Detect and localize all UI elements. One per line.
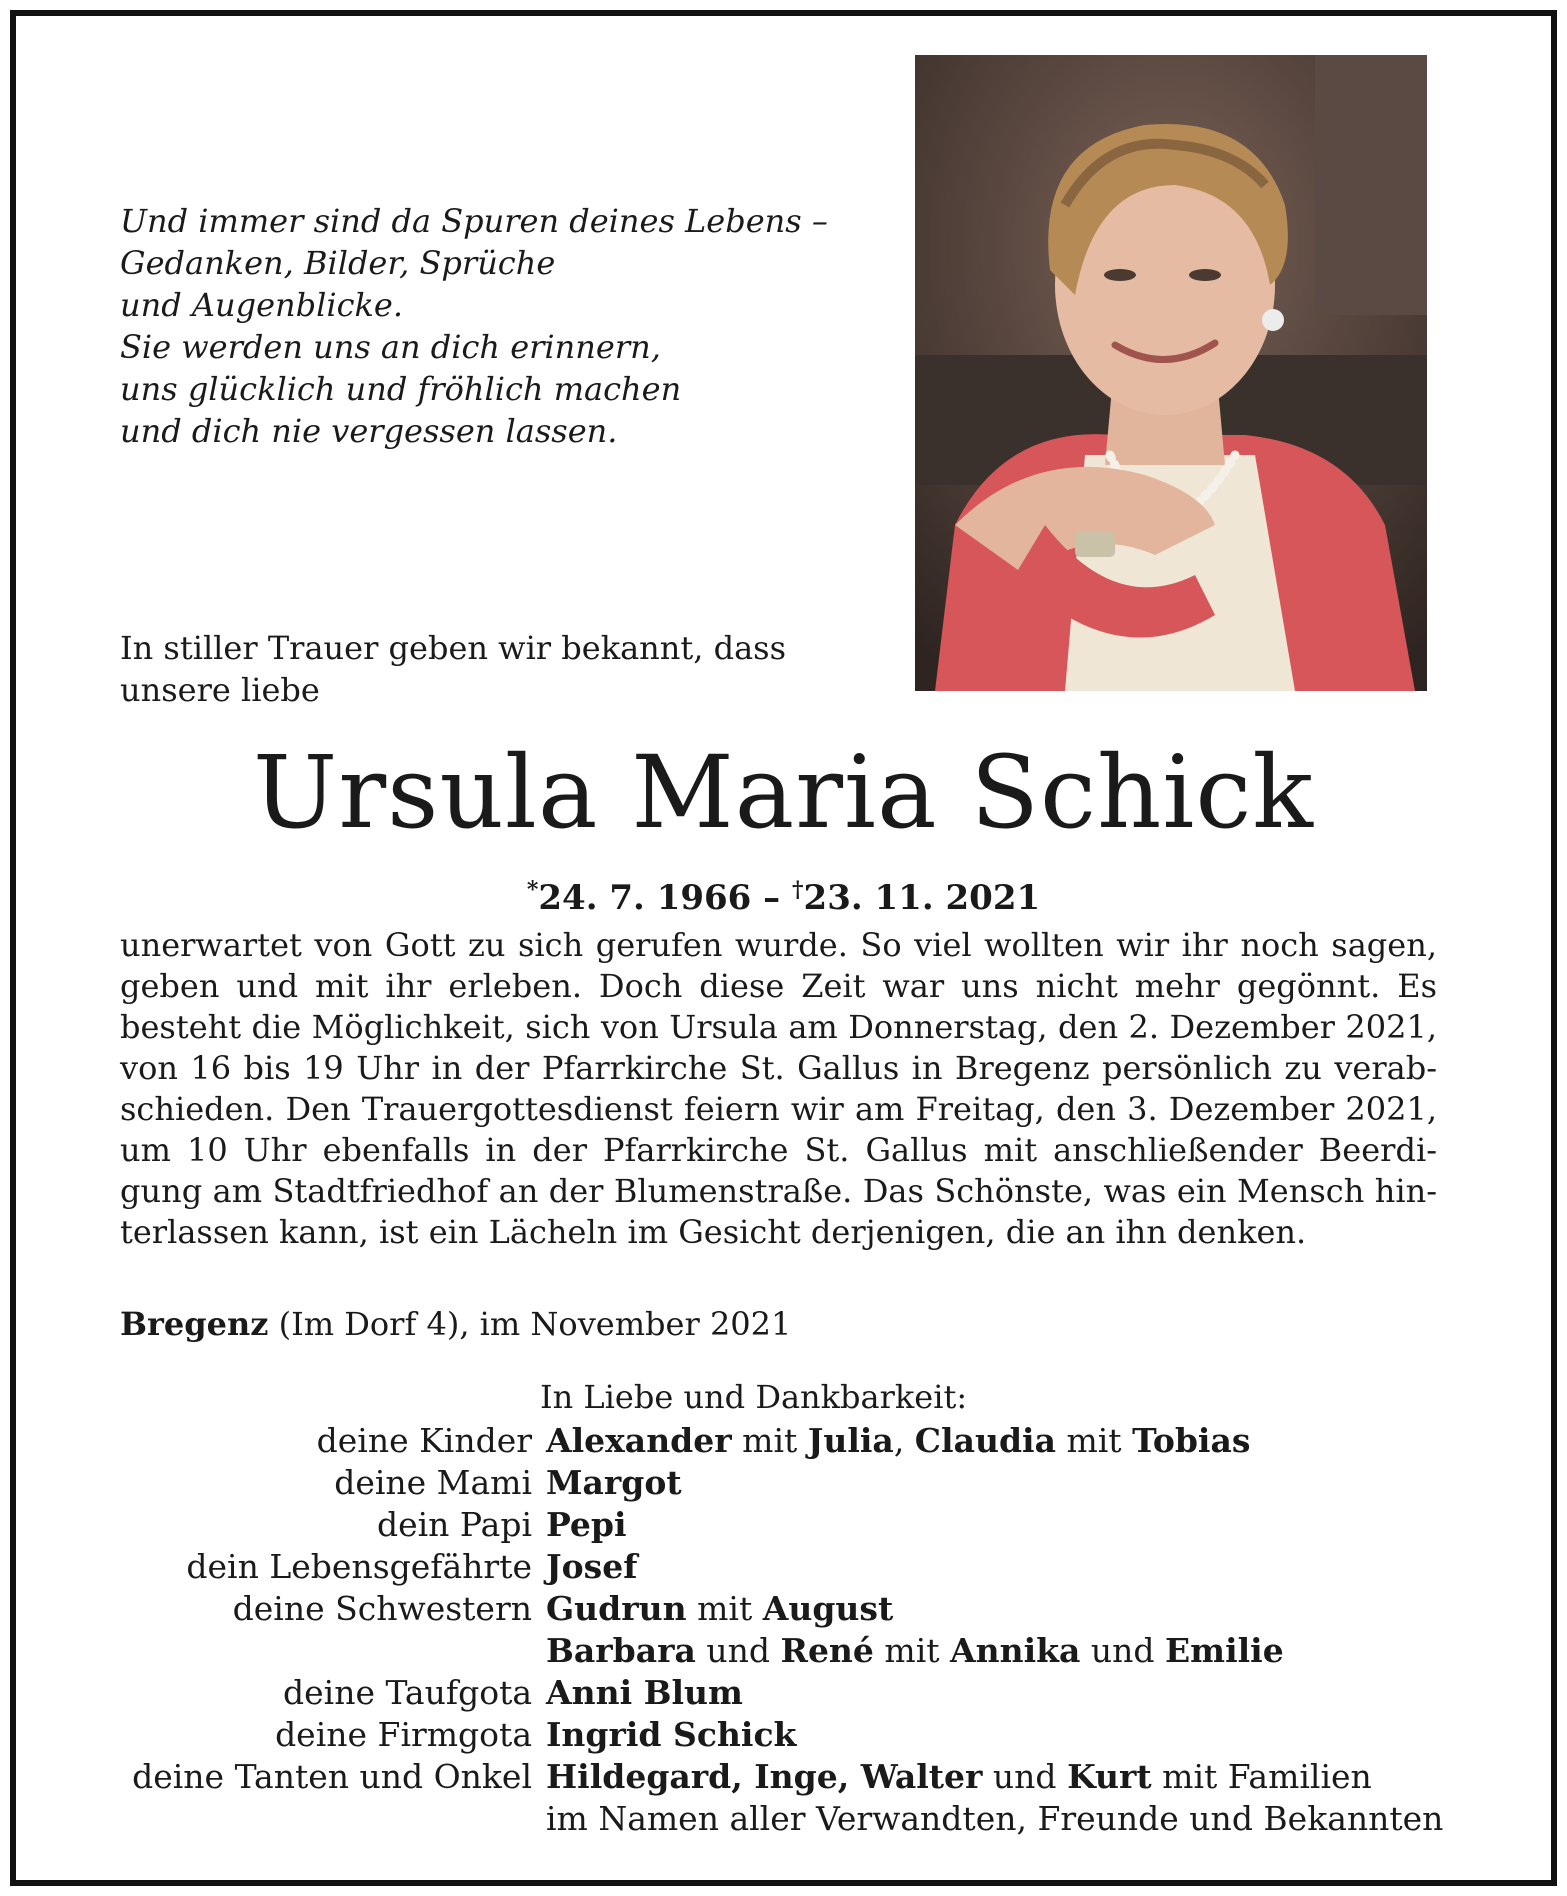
mourner-connector: ,	[893, 1421, 915, 1460]
mourner-name: Alexander	[546, 1421, 732, 1460]
mourner-connector: mit	[873, 1631, 951, 1670]
mourner-row	[0, 1756, 1567, 1798]
poem-line: und Augenblicke.	[120, 286, 403, 324]
mourner-names	[546, 1714, 796, 1756]
mourner-names	[546, 1672, 743, 1714]
mourner-name: Tobias	[1132, 1421, 1251, 1460]
mourner-name: Ingrid Schick	[546, 1715, 797, 1754]
mourner-names	[546, 1546, 637, 1588]
mourner-name: Julia	[807, 1421, 894, 1460]
death-date: 23. 11. 2021	[803, 878, 1041, 918]
portrait-photo	[915, 55, 1427, 691]
birth-symbol: *	[526, 877, 539, 903]
mourner-relation: deine Firmgota	[275, 1715, 532, 1754]
place-rest: (Im Dorf 4), im November 2021	[268, 1305, 792, 1343]
mourner-relation: deine Schwestern	[232, 1589, 532, 1628]
mourner-relation: dein Papi	[376, 1505, 532, 1544]
mourner-connector: und	[1080, 1631, 1166, 1670]
place-city: Bregenz	[120, 1305, 269, 1343]
mourner-names	[546, 1798, 1443, 1840]
mourner-names	[546, 1756, 1372, 1798]
mourner-row	[0, 1588, 1567, 1630]
mourner-names	[546, 1504, 627, 1546]
body-line: um 10 Uhr ebenfalls in der Pfarrkirche St. Gallus mit anschließender Beerdi-	[120, 1131, 1437, 1169]
body-line: gung am Stadtfriedhof an der Blumenstraße. Das Schönste, was ein Mensch hin-	[120, 1172, 1437, 1210]
mourner-name: Anni Blum	[546, 1673, 743, 1712]
poem	[120, 200, 828, 452]
poem-line: uns glücklich und fröhlich machen	[120, 370, 682, 408]
intro-line: In stiller Trauer geben wir bekannt, dass	[120, 629, 786, 667]
body-line: terlassen kann, ist ein Lächeln im Gesicht derjenigen, die an ihn denken.	[120, 1213, 1307, 1251]
place-date	[120, 1303, 791, 1345]
body-line: geben und mit ihr erleben. Doch diese Zeit war uns nicht mehr gegönnt. Es	[120, 967, 1437, 1005]
mourner-connector: und	[695, 1631, 781, 1670]
poem-line: Und immer sind da Spuren deines Lebens –	[120, 202, 828, 240]
body-line: schieden. Den Trauergottesdienst feiern wir am Freitag, den 3. Dezember 2021,	[120, 1090, 1437, 1128]
body-line: von 16 bis 19 Uhr in der Pfarrkirche St. Gallus in Bregenz persönlich zu verab-	[120, 1049, 1437, 1087]
intro-line: unsere liebe	[120, 671, 320, 709]
mourner-connector: mit Familien	[1151, 1757, 1372, 1796]
portrait-illustration	[915, 55, 1427, 691]
mourner-connector: mit	[1055, 1421, 1133, 1460]
mourner-relation: deine Mami	[334, 1463, 532, 1502]
mourner-name: Gudrun	[546, 1589, 687, 1628]
mourner-name: Pepi	[546, 1505, 627, 1544]
deceased-name: Ursula Maria Schick	[253, 734, 1314, 851]
mourner-row	[0, 1462, 1567, 1504]
poem-line: Gedanken, Bilder, Sprüche	[120, 244, 556, 282]
mourner-names	[546, 1588, 893, 1630]
mourner-name: Margot	[546, 1463, 682, 1502]
mourner-row	[0, 1546, 1567, 1588]
mourner-relation: dein Lebensgefährte	[186, 1547, 532, 1586]
mourner-names	[546, 1630, 1284, 1672]
mourner-name: August	[762, 1589, 894, 1628]
poem-line: und dich nie vergessen lassen.	[120, 412, 618, 450]
mourner-relation: deine Kinder	[316, 1421, 532, 1460]
date-separator: –	[751, 878, 793, 918]
mourner-connector: und	[982, 1757, 1068, 1796]
birth-date: 24. 7. 1966	[538, 878, 752, 918]
mourner-name: Kurt	[1067, 1757, 1152, 1796]
body-line: besteht die Möglichkeit, sich von Ursula am Donnerstag, den 2. Dezember 2021,	[120, 1008, 1437, 1046]
mourner-names	[546, 1420, 1250, 1462]
mourner-names	[546, 1462, 682, 1504]
mourner-name: René	[780, 1631, 874, 1670]
announcement-body	[120, 925, 1437, 1253]
mourner-relation: deine Tanten und Onkel	[132, 1757, 532, 1796]
mourner-connector: mit	[686, 1589, 763, 1628]
mourner-name: Hildegard, Inge, Walter	[546, 1757, 983, 1796]
mourners-list	[0, 1420, 1567, 1840]
body-line: unerwartet von Gott zu sich gerufen wurde. So viel wollten wir ihr noch sagen,	[120, 926, 1437, 964]
mourner-row	[0, 1672, 1567, 1714]
intro-text	[120, 627, 786, 711]
love-line: In Liebe und Dankbarkeit:	[540, 1378, 968, 1416]
mourner-name: Barbara	[546, 1631, 696, 1670]
poem-line: Sie werden uns an dich erinnern,	[120, 328, 661, 366]
mourner-row	[0, 1504, 1567, 1546]
mourner-relation: deine Taufgota	[283, 1673, 532, 1712]
life-dates	[0, 868, 1567, 920]
mourner-connector: im Namen aller Verwandten, Freunde und Bekannten	[546, 1799, 1444, 1838]
mourner-name: Emilie	[1165, 1631, 1284, 1670]
mourner-name: Claudia	[914, 1421, 1056, 1460]
mourner-connector: mit	[731, 1421, 808, 1460]
mourner-name: Josef	[546, 1547, 638, 1586]
death-symbol: †	[792, 877, 804, 903]
mourner-row	[0, 1630, 1567, 1672]
mourner-name: Annika	[950, 1631, 1081, 1670]
mourner-row	[0, 1798, 1567, 1840]
mourner-row	[0, 1714, 1567, 1756]
mourner-row	[0, 1420, 1567, 1462]
